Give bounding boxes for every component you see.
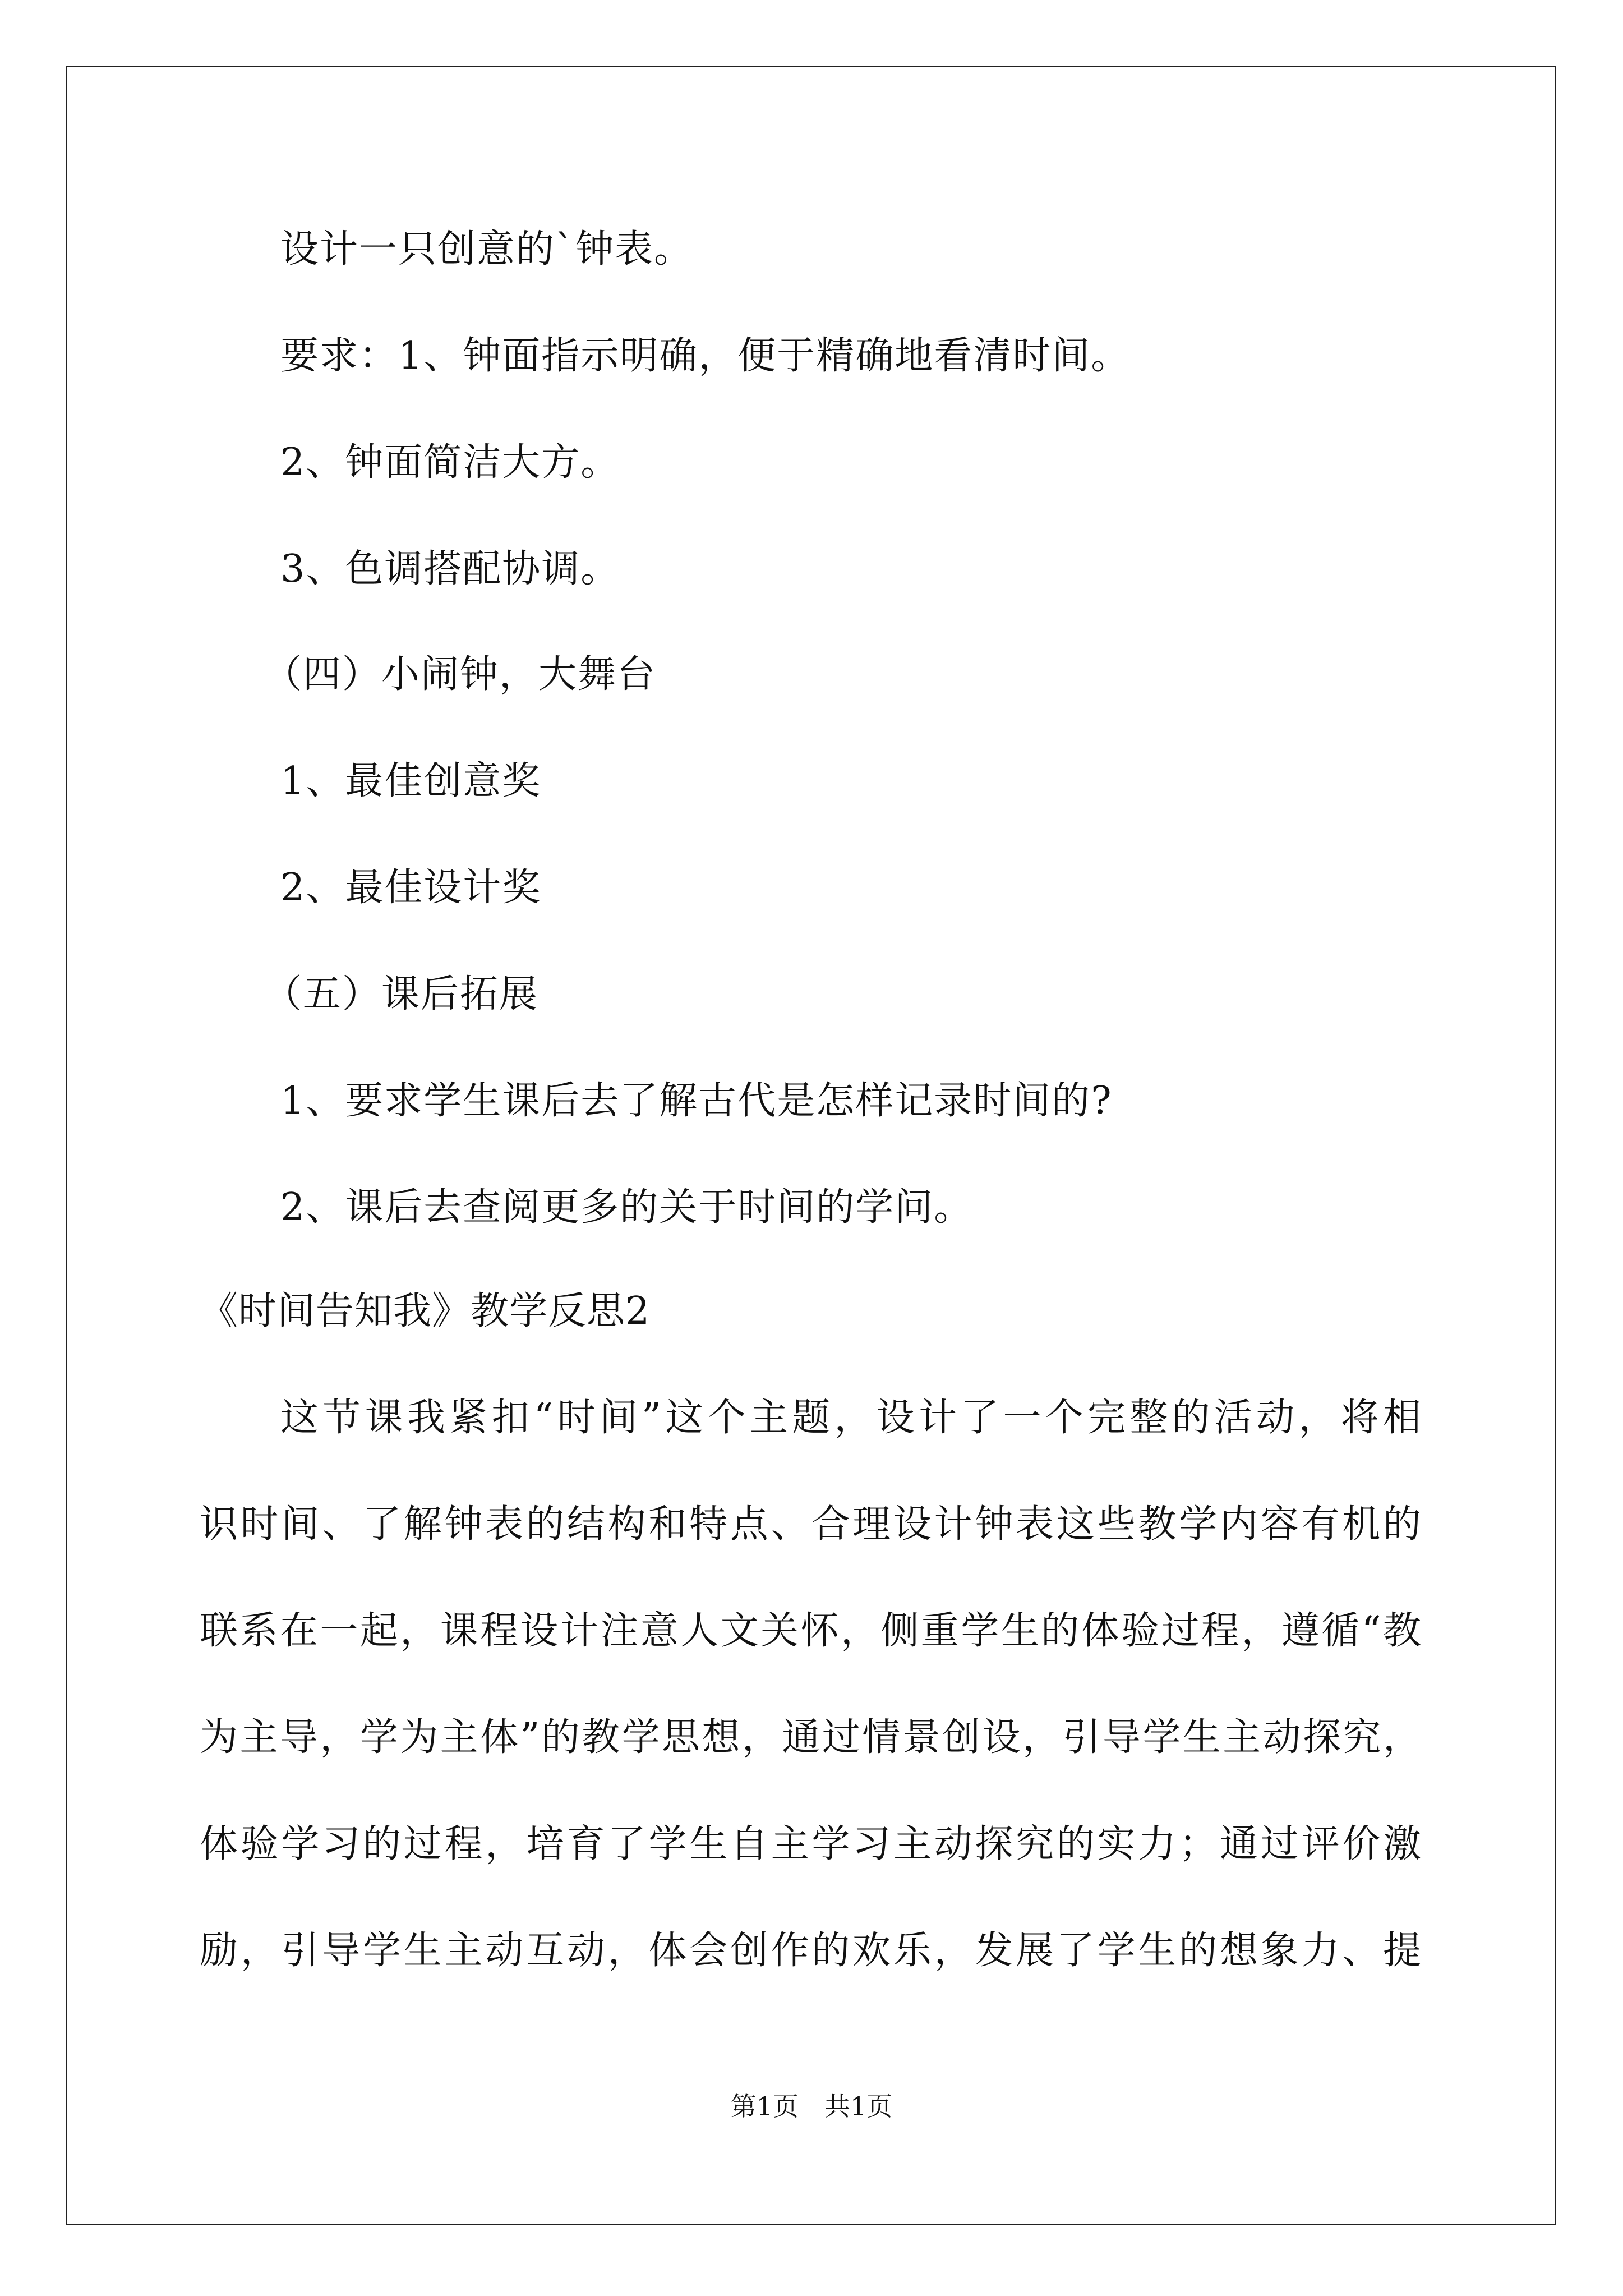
paragraph-line-5: 体验学习的过程，培育了学生自主学习主动探究的实力；通过评价激 xyxy=(200,1822,1422,1866)
award-best-design: 2、最佳设计奖 xyxy=(280,866,542,910)
text-line-requirement-1: 要求：1、钟面指示明确，便于精确地看清时间。 xyxy=(280,334,1131,378)
extension-item-2: 2、课后去查阅更多的关于时间的学问。 xyxy=(280,1185,974,1230)
text-line-clock-design: 设计一只创意的`钟表。 xyxy=(280,227,694,272)
text-line-requirement-2: 2、钟面简洁大方。 xyxy=(280,440,620,485)
section-heading-five: （五）课后拓展 xyxy=(264,972,539,1016)
paragraph-line-6: 励，引导学生主动互动，体会创作的欢乐，发展了学生的想象力、提 xyxy=(200,1929,1422,1973)
paragraph-line-2: 识时间、了解钟表的结构和特点、合理设计钟表这些教学内容有机的 xyxy=(200,1502,1422,1547)
page-frame xyxy=(66,66,1556,2225)
extension-item-1: 1、要求学生课后去了解古代是怎样记录时间的? xyxy=(280,1079,1113,1123)
paragraph-line-4: 为主导，学为主体”的教学思想，通过情景创设，引导学生主动探究， xyxy=(200,1715,1422,1760)
section-title: 《时间告知我》教学反思2 xyxy=(200,1289,651,1333)
section-heading-four: （四）小闹钟，大舞台 xyxy=(264,652,657,697)
text-line-requirement-3: 3、色调搭配协调。 xyxy=(280,547,620,591)
paragraph-line-1: 这节课我紧扣“时间”这个主题，设计了一个完整的活动，将相 xyxy=(280,1396,1422,1440)
paragraph-line-3: 联系在一起，课程设计注意人文关怀，侧重学生的体验过程，遵循“教 xyxy=(200,1609,1422,1653)
page-footer: 第1页 共1页 xyxy=(730,2091,893,2122)
award-best-creative: 1、最佳创意奖 xyxy=(280,759,542,803)
